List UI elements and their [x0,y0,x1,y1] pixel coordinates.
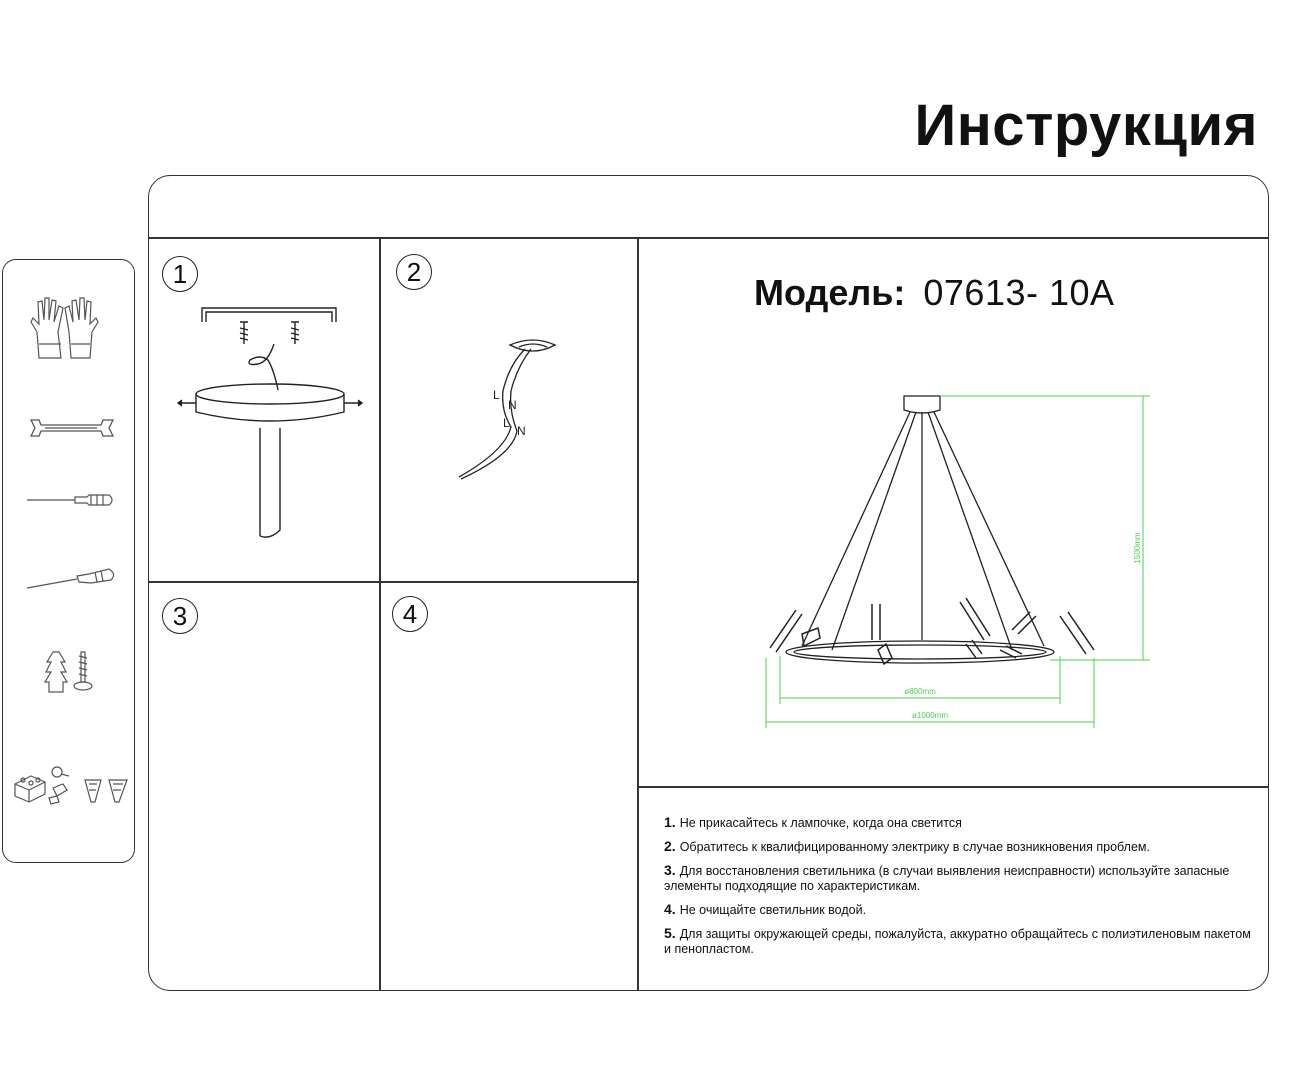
page-title: Инструкция [914,93,1258,158]
column-divider-1 [379,237,381,991]
phillips-screwdriver-icon [25,566,117,590]
wire-label-l-2: L [503,416,510,430]
wire-label-n-1: N [508,398,517,412]
gloves-icon [25,292,115,362]
notes-divider [637,786,1269,788]
step-2-wiring-illustration [455,335,575,485]
flat-screwdriver-icon [25,492,117,508]
step-1-number: 1 [162,256,198,292]
terminal-block-icon [11,758,131,810]
tools-panel [2,259,135,863]
safety-notes [664,815,1254,965]
height-dimension-label: 1500mm [1133,532,1142,564]
model-number: 07613- 10A [923,272,1115,313]
step-3-number: 3 [162,598,198,634]
model-label: Модель: [754,272,906,313]
note-item: 5. Для защиты окружающей среды, пожалуйста, аккуратно обращайтесь с полиэтиленовым пакетом и пенопластом. [664,925,1251,956]
note-item: 3. Для восстановления светильника (в случаи выявления неисправности) используйте запасные элементы подходящие по характеристикам. [664,862,1230,893]
spot-lights [770,598,1094,664]
screw-left [240,322,248,344]
wire-label-l-1: L [493,388,500,402]
header-divider [149,237,1269,239]
ring-frame [786,641,1054,663]
ceiling-canopy [904,396,940,413]
chandelier-dimension-drawing [760,388,1160,733]
model-line [754,272,1115,314]
note-item: 4. Не очищайте светильник водой. [664,901,867,917]
outer-diameter-label: ø1000mm [911,711,949,720]
steps-row-divider [149,581,639,583]
note-item: 2. Обратитесь к квалифицированному электрику в случае возникновения проблем. [664,838,1150,854]
inner-diameter-label: ø800mm [904,687,936,696]
wire-label-n-2: N [517,424,526,438]
step-2-number: 2 [396,254,432,290]
wrench-icon [27,417,117,439]
screw-right [291,322,299,344]
note-item: 1. Не прикасайтесь к лампочке, когда она светится [664,814,962,830]
column-divider-2 [637,237,639,991]
anchor-screw-icon [43,648,103,694]
step-1-canopy-illustration [170,300,370,545]
suspension-tube [260,428,280,537]
supply-wire [249,344,278,390]
step-4-number: 4 [392,596,428,632]
mounting-bracket [202,308,336,322]
